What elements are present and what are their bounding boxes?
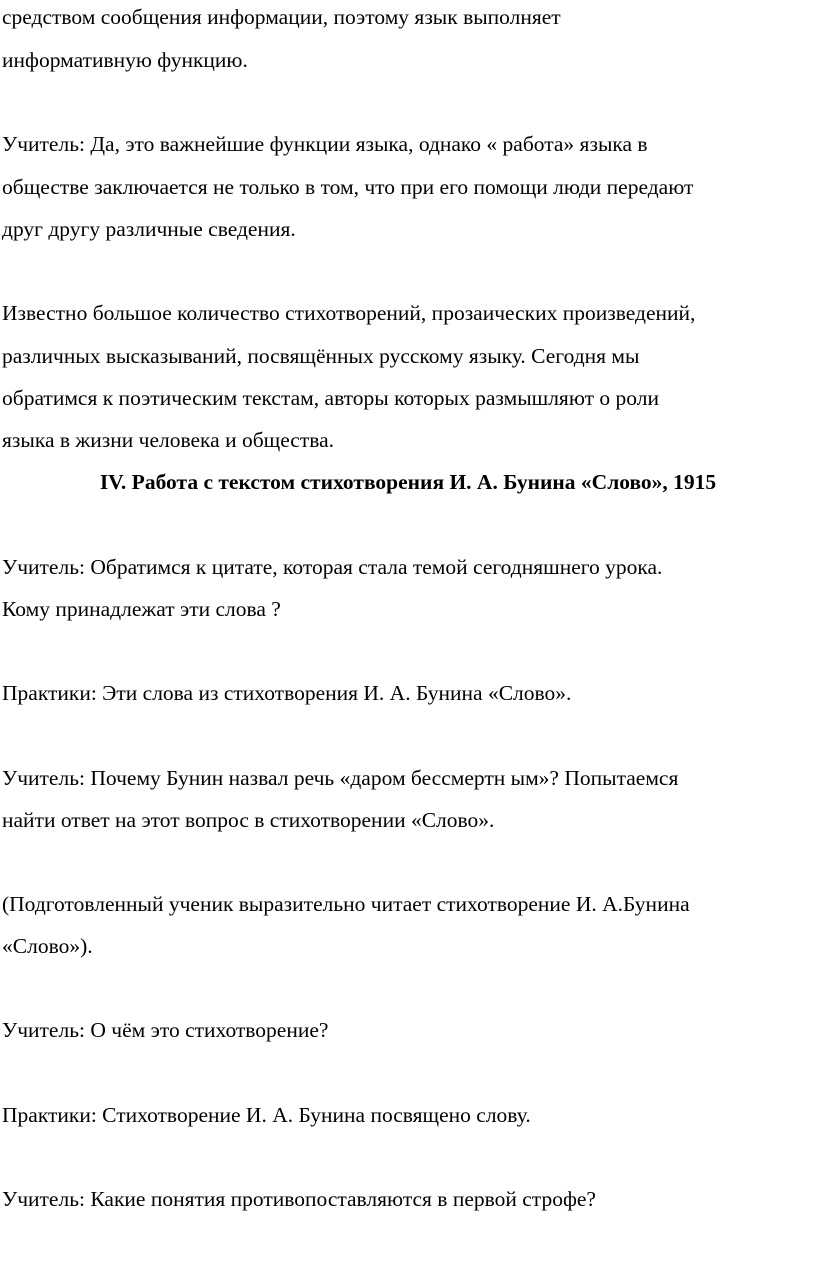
text-line: Известно большое количество стихотворений, прозаических произведений,	[2, 301, 696, 325]
text-line: обществе заключается не только в том, что при его помощи люди передают	[2, 175, 694, 199]
text-line: различных высказываний, посвящённых русскому языку. Сегодня мы	[2, 344, 640, 368]
text-line: средством сообщения информации, поэтому язык выполняет	[2, 5, 561, 29]
text-line: «Слово»).	[2, 934, 93, 958]
text-line: Практики: Эти слова из стихотворения И. А. Бунина «Слово».	[2, 681, 572, 705]
text-line: Учитель: О чём это стихотворение?	[2, 1018, 329, 1042]
text-line: найти ответ на этот вопрос в стихотворении «Слово».	[2, 808, 495, 832]
text-line: Кому принадлежат эти слова ?	[2, 597, 281, 621]
text-line: Учитель: Почему Бунин назвал речь «даром бессмертн ым»? Попытаемся	[2, 766, 679, 790]
text-line: информативную функцию.	[2, 48, 248, 72]
text-line: друг другу различные сведения.	[2, 217, 296, 241]
text-line: Учитель: Обратимся к цитате, которая стала темой сегодняшнего урока.	[2, 555, 663, 579]
text-line: Учитель: Да, это важнейшие функции языка, однако « работа» языка в	[2, 132, 648, 156]
text-line: (Подготовленный ученик выразительно читает стихотворение И. А.Бунина	[2, 892, 690, 916]
section-heading: IV. Работа с текстом стихотворения И. А. Бунина «Слово», 1915	[99, 470, 717, 494]
text-line: языка в жизни человека и общества.	[2, 428, 335, 452]
text-line: обратимся к поэтическим текстам, авторы которых размышляют о роли	[2, 386, 659, 410]
text-line: Учитель: Какие понятия противопоставляются в первой строфе?	[2, 1187, 596, 1211]
text-line: Практики: Стихотворение И. А. Бунина посвящено слову.	[2, 1103, 531, 1127]
